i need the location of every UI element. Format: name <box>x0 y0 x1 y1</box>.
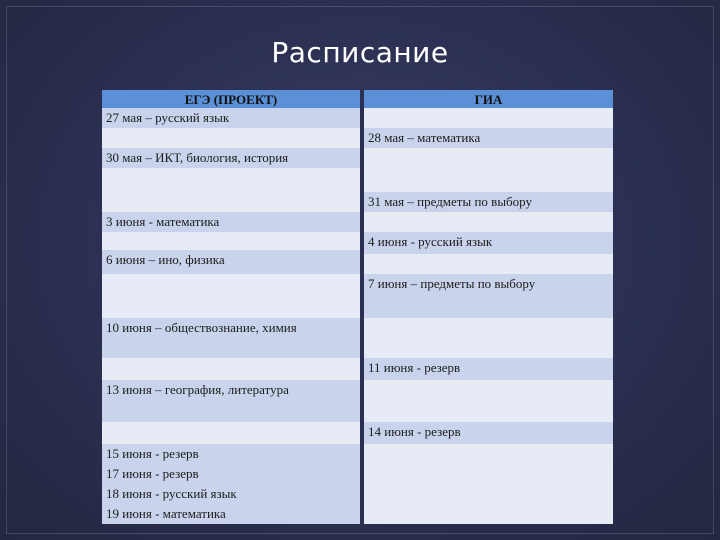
ege-row: 15 июня - резерв <box>102 444 360 464</box>
gia-empty-row <box>364 464 613 484</box>
ege-column <box>102 90 360 526</box>
gia-empty-row <box>364 254 613 274</box>
gia-row: 7 июня – предметы по выбору <box>364 274 613 318</box>
gia-empty-row <box>364 444 613 464</box>
ege-header: ЕГЭ (ПРОЕКТ) <box>102 90 360 108</box>
gia-row: 31 мая – предметы по выбору <box>364 192 613 212</box>
gia-column <box>364 90 613 526</box>
gia-row: 28 мая – математика <box>364 128 613 148</box>
gia-empty-row <box>364 484 613 504</box>
gia-row: 11 июня - резерв <box>364 358 613 380</box>
gia-empty-row <box>364 504 613 524</box>
schedule-table <box>102 90 613 526</box>
gia-empty-row <box>364 318 613 358</box>
slide-title: Расписание <box>271 36 449 69</box>
gia-empty-row <box>364 380 613 422</box>
ege-row: 13 июня – география, литература <box>102 380 360 422</box>
gia-row: 4 июня - русский язык <box>364 232 613 254</box>
ege-row: 19 июня - математика <box>102 504 360 524</box>
ege-row: 30 мая – ИКТ, биология, история <box>102 148 360 168</box>
ege-row: 17 июня - резерв <box>102 464 360 484</box>
ege-empty-row <box>102 168 360 212</box>
gia-empty-row <box>364 212 613 232</box>
ege-empty-row <box>102 128 360 148</box>
ege-row: 6 июня – ино, физика <box>102 250 360 274</box>
ege-empty-row <box>102 422 360 444</box>
ege-row: 18 июня - русский язык <box>102 484 360 504</box>
ege-row: 3 июня - математика <box>102 212 360 232</box>
ege-empty-row <box>102 232 360 250</box>
ege-row: 10 июня – обществознание, химия <box>102 318 360 358</box>
gia-empty-row <box>364 108 613 128</box>
ege-row: 27 мая – русский язык <box>102 108 360 128</box>
gia-header: ГИА <box>364 90 613 108</box>
gia-row: 14 июня - резерв <box>364 422 613 444</box>
ege-empty-row <box>102 274 360 318</box>
gia-empty-row <box>364 148 613 192</box>
ege-empty-row <box>102 358 360 380</box>
